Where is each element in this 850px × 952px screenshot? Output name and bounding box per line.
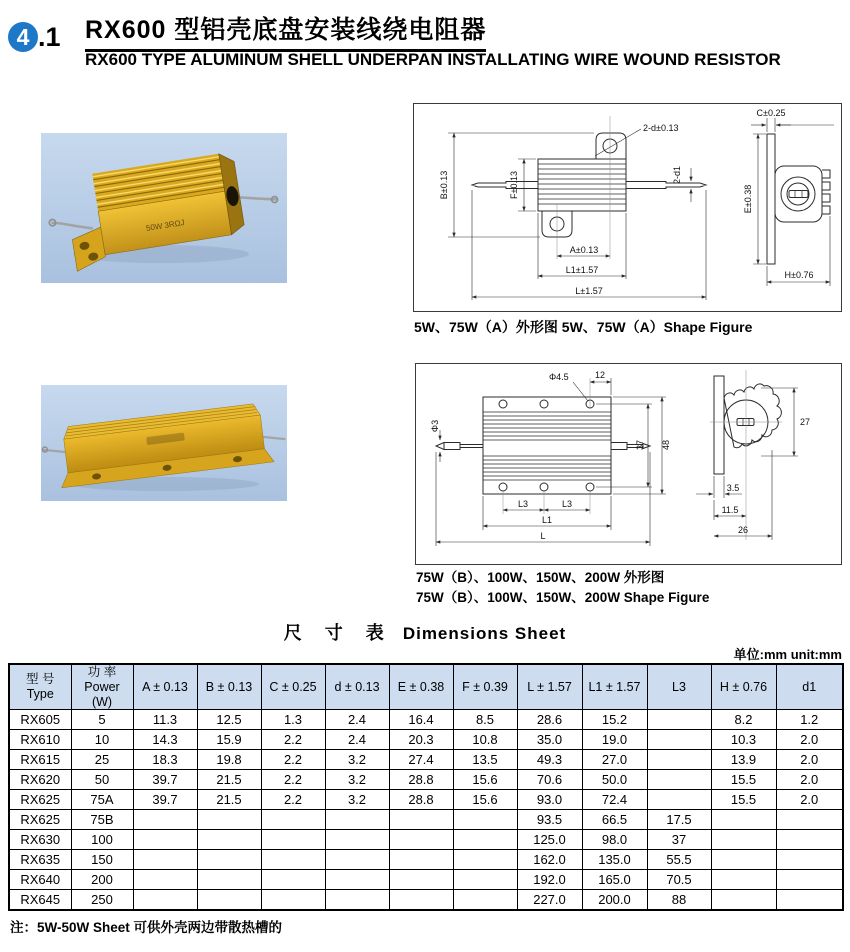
photo1-image [41,133,287,283]
table-cell: 2.0 [776,750,843,770]
side-view-dimensions [696,388,798,540]
table-cell [711,890,776,911]
dim-label-phi3: Φ3 [430,419,440,433]
dim-label-hole: 2-d±0.13 [643,123,679,133]
dim-label-26: 26 [737,525,749,535]
table-cell [776,810,843,830]
figure1-drawing [414,104,841,311]
table-cell: RX620 [9,770,71,790]
main-view-outline [436,397,650,494]
table-cell [133,850,197,870]
table-cell: 10 [71,730,133,750]
dim-label-l3a: L3 [517,499,529,509]
table-cell [389,810,453,830]
table-cell [133,830,197,850]
table-cell: 25 [71,750,133,770]
table-cell: 2.4 [325,730,389,750]
table-cell: RX635 [9,850,71,870]
table-cell: 27.4 [389,750,453,770]
table-cell: 150 [71,850,133,870]
table-cell: 1.2 [776,710,843,730]
table-cell [389,830,453,850]
table-cell [711,810,776,830]
dim-label-48: 48 [661,439,671,451]
dim-label-d1: 2-d1 [672,165,682,185]
column-header: 型 号 Type [9,664,71,710]
table-cell: 1.3 [261,710,325,730]
table-cell: 3.2 [325,770,389,790]
figure2-caption-en: 75W（B）、100W、150W、200W Shape Figure [416,589,710,605]
table-row [9,830,843,850]
table-cell [325,810,389,830]
dim-label-27: 27 [800,417,811,427]
table-cell: 2.0 [776,770,843,790]
column-header: L3 [647,664,711,710]
table-cell: 13.9 [711,750,776,770]
table-cell: 19.8 [197,750,261,770]
dimensions-table [8,663,844,911]
table-cell: 93.5 [517,810,582,830]
dim-label-l: L [540,531,546,541]
table-cell [776,850,843,870]
figure2-drawing [416,364,841,564]
table-cell: RX640 [9,870,71,890]
table-cell [389,850,453,870]
table-cell: 17.5 [647,810,711,830]
table-title-en: Dimensions Sheet [402,624,567,643]
table-cell: 14.3 [133,730,197,750]
table-row [9,870,843,890]
dim-label-c: C±0.25 [756,108,786,118]
figure2-box [415,363,842,565]
section-number-circle: 4 [8,22,38,52]
table-cell: 227.0 [517,890,582,911]
table-cell [647,790,711,810]
table-cell [197,870,261,890]
table-cell: 70.6 [517,770,582,790]
table-cell: 2.2 [261,770,325,790]
table-cell: 12.5 [197,710,261,730]
table-cell: 93.0 [517,790,582,810]
table-cell: 15.6 [453,790,517,810]
table-cell: 15.6 [453,770,517,790]
table-title-zh: 尺 寸 表 [283,623,393,643]
dim-label-b: B±0.13 [439,170,449,200]
table-cell: 10.8 [453,730,517,750]
table-cell: 28.6 [517,710,582,730]
table-cell [711,850,776,870]
table-cell: 75A [71,790,133,810]
table-cell [776,830,843,850]
table-body [9,710,843,911]
table-cell: 20.3 [389,730,453,750]
table-cell: 37 [647,830,711,850]
table-cell [776,890,843,911]
table-row [9,790,843,810]
table-cell: 16.4 [389,710,453,730]
table-row [9,710,843,730]
unit-label: 单位:mm unit:mm [733,647,842,662]
table-cell: 2.2 [261,750,325,770]
table-cell: 250 [71,890,133,911]
table-cell: 15.2 [582,710,647,730]
dim-label-l3b: L3 [561,499,573,509]
table-cell [325,850,389,870]
table-cell [711,830,776,850]
table-cell: RX610 [9,730,71,750]
table-cell [325,890,389,911]
table-cell: 66.5 [582,810,647,830]
table-cell [197,850,261,870]
table-cell: RX645 [9,890,71,911]
figure2-caption [416,568,709,607]
table-cell: 3.2 [325,750,389,770]
table-row [9,730,843,750]
column-header: d1 [776,664,843,710]
column-header: H ± 0.76 [711,664,776,710]
dim-label-l1: L1 [541,515,553,525]
table-cell: 8.5 [453,710,517,730]
table-cell: 98.0 [582,830,647,850]
table-cell: 2.4 [325,710,389,730]
table-cell: 8.2 [711,710,776,730]
table-cell: 49.3 [517,750,582,770]
figure1-box [413,103,842,312]
table-cell: 88 [647,890,711,911]
table-cell: 162.0 [517,850,582,870]
column-header: L ± 1.57 [517,664,582,710]
main-view-centerlines [557,116,610,259]
footnote: 注：5W-50W Sheet 可供外壳两边带散热槽的 [10,920,282,935]
table-cell [453,850,517,870]
table-cell: 15.5 [711,790,776,810]
table-cell [389,890,453,911]
table-cell [133,870,197,890]
table-cell: 165.0 [582,870,647,890]
table-cell: 15.9 [197,730,261,750]
table-cell: 200.0 [582,890,647,911]
table-cell: 15.5 [711,770,776,790]
table-cell: 55.5 [647,850,711,870]
table-cell: 19.0 [582,730,647,750]
table-cell: 10.3 [711,730,776,750]
main-view-outline [472,133,706,237]
table-cell [133,810,197,830]
column-header: d ± 0.13 [325,664,389,710]
page-title-en: RX600 TYPE ALUMINUM SHELL UNDERPAN INSTALLATING WIRE WOUND RESISTOR [85,50,781,69]
table-cell: 21.5 [197,770,261,790]
table-cell: 3.2 [325,790,389,810]
table-cell [197,890,261,911]
table-cell [389,870,453,890]
table-cell [647,750,711,770]
side-view-outline [767,134,830,264]
table-cell: 13.5 [453,750,517,770]
side-view-outline [714,376,781,474]
table-cell: 135.0 [582,850,647,870]
table-cell: 2.0 [776,730,843,750]
table-row [9,850,843,870]
table-cell: 200 [71,870,133,890]
column-header: F ± 0.39 [453,664,517,710]
dim-label-l1: L1±1.57 [565,265,599,275]
column-header: L1 ± 1.57 [582,664,647,710]
table-cell: 70.5 [647,870,711,890]
page-title-zh: RX600 型铝壳底盘安装线绕电阻器 [85,10,486,52]
table-cell: 11.3 [133,710,197,730]
table-title [0,619,850,645]
table-cell: 75B [71,810,133,830]
table-cell [261,850,325,870]
table-cell: 35.0 [517,730,582,750]
table-cell: 192.0 [517,870,582,890]
table-cell [325,830,389,850]
table-cell [197,830,261,850]
column-header: C ± 0.25 [261,664,325,710]
table-cell: RX605 [9,710,71,730]
section-number [8,22,61,52]
product-photo-small-resistor [41,133,287,283]
table-cell: 2.0 [776,790,843,810]
table-row [9,750,843,770]
table-cell: 125.0 [517,830,582,850]
column-header: B ± 0.13 [197,664,261,710]
resistor-marking: 50W 3RΩJ [145,217,186,233]
table-header-row [9,664,843,710]
product-photo-large-resistor [41,385,287,501]
table-cell [261,870,325,890]
table-cell [453,890,517,911]
table-cell: RX630 [9,830,71,850]
table-cell [325,870,389,890]
photo2-image [41,385,287,501]
table-cell: 28.8 [389,790,453,810]
table-cell [711,870,776,890]
table-cell: 21.5 [197,790,261,810]
table-cell: 39.7 [133,770,197,790]
dim-label-37: 37 [635,439,645,451]
figure2-caption-zh: 75W（B）、100W、150W、200W 外形图 [416,570,665,585]
table-cell [453,830,517,850]
table-cell: 2.2 [261,730,325,750]
table-cell [647,710,711,730]
table-cell [261,890,325,911]
column-header: A ± 0.13 [133,664,197,710]
dim-label-a: A±0.13 [569,245,599,255]
table-cell: RX615 [9,750,71,770]
table-cell [197,810,261,830]
table-cell: 28.8 [389,770,453,790]
table-row [9,810,843,830]
table-cell: 100 [71,830,133,850]
table-cell: 5 [71,710,133,730]
dim-label-115: 11.5 [721,505,739,515]
table-cell [133,890,197,911]
column-header: E ± 0.38 [389,664,453,710]
dim-label-35: 3.5 [726,483,740,493]
dim-label-12: 12 [594,370,606,380]
figure1-caption: 5W、75W（A）外形图 5W、75W（A）Shape Figure [414,319,753,335]
dim-label-phi45: Φ4.5 [549,372,569,382]
table-cell: 2.2 [261,790,325,810]
table-cell: 72.4 [582,790,647,810]
table-cell: 39.7 [133,790,197,810]
dim-label-e: E±0.38 [743,184,753,214]
table-cell: RX625 [9,810,71,830]
table-cell [776,870,843,890]
table-cell [453,870,517,890]
section-number-rest: .1 [38,21,61,52]
table-row [9,770,843,790]
table-cell: RX625 [9,790,71,810]
table-cell [261,810,325,830]
table-cell: 18.3 [133,750,197,770]
dim-label-f: F±0.13 [509,171,519,199]
dim-label-h: H±0.76 [784,270,814,280]
table-cell [647,770,711,790]
table-cell [647,730,711,750]
table-cell: 50.0 [582,770,647,790]
table-cell [453,810,517,830]
dim-label-l: L±1.57 [575,286,603,296]
table-cell: 27.0 [582,750,647,770]
table-row [9,890,843,911]
column-header: 功 率 Power (W) [71,664,133,710]
table-cell: 50 [71,770,133,790]
table-cell [261,830,325,850]
